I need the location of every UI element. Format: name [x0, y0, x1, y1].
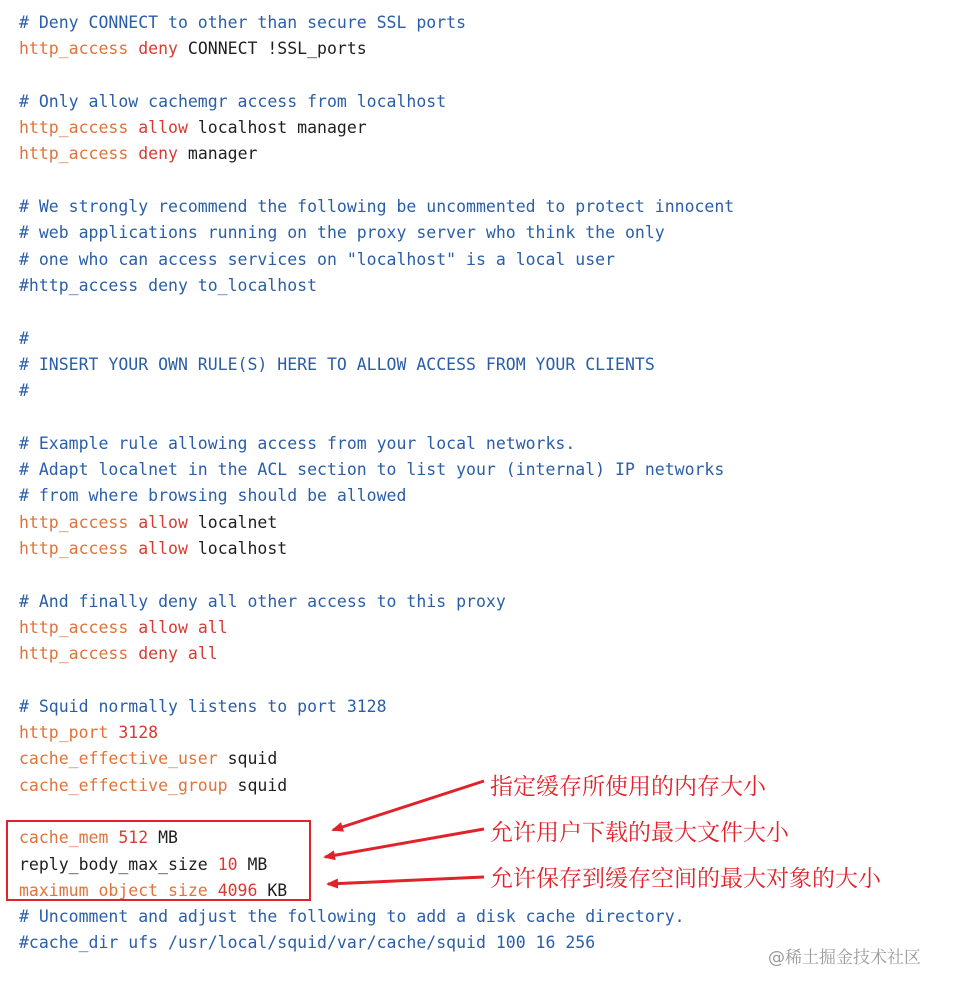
code-token: http_port [19, 723, 119, 743]
code-token: allow [138, 118, 188, 138]
annotation-max-object: 允许保存到缓存空间的最大对象的大小 [490, 866, 881, 892]
annotation-reply-body: 允许用户下载的最大文件大小 [490, 820, 789, 846]
code-token: deny all [138, 644, 218, 664]
code-token: #http_access deny to_localhost [19, 275, 318, 295]
code-token: 512 [118, 828, 149, 848]
code-token: localnet [187, 512, 278, 532]
code-token: # Deny CONNECT to other than secure SSL ports [19, 13, 467, 32]
code-token: # [19, 381, 29, 401]
code-token: deny [138, 144, 178, 164]
code-token: localhost manager [187, 118, 367, 138]
code-token: reply_body_max_size [19, 854, 218, 874]
code-token: # one who can access services on "localhost" is a local user [19, 249, 616, 269]
code-token: http_access [19, 617, 139, 637]
code-token: # Adapt localnet in the ACL section to list your (internal) IP networks [19, 460, 725, 480]
code-token: # Squid normally listens to port 3128 [19, 696, 387, 716]
code-token: allow [138, 538, 188, 558]
code-token: # Only allow cachemgr access from localhost [19, 91, 447, 111]
code-token: localhost [187, 538, 288, 558]
code-token: 4096 [217, 880, 258, 900]
code-token: CONNECT !SSL_ports [177, 39, 367, 59]
code-token: MB [237, 854, 268, 874]
code-token: squid [227, 749, 278, 769]
arrow-reply-body [325, 829, 484, 857]
watermark: @稀土掘金技术社区 [768, 948, 921, 968]
code-token: cache_effective_user [19, 749, 228, 769]
code-token: 10 [217, 854, 238, 874]
code-token: MB [148, 828, 178, 848]
code-token: # INSERT YOUR OWN RULE(S) HERE TO ALLOW ACCESS FROM YOUR CLIENTS [19, 354, 655, 374]
code-token: # from where browsing should be allowed [19, 486, 407, 506]
code-token: # And finally deny all other access to this proxy [19, 591, 506, 611]
arrow-cache-mem [333, 781, 484, 830]
code-token: manager [177, 144, 258, 164]
code-token: http_access [19, 512, 139, 532]
code-token: squid [237, 775, 288, 795]
code-token: allow [138, 512, 188, 532]
code-token: #cache_dir ufs /usr/local/squid/var/cache/squid 100 16 256 [19, 933, 596, 953]
code-token: deny [138, 39, 178, 59]
code-token: # Example rule allowing access from your local networks. [19, 433, 576, 453]
code-token: # We strongly recommend the following be uncommented to protect innocent [19, 197, 735, 217]
code-token: # Uncomment and adjust the following to add a disk cache directory. [19, 907, 685, 927]
code-token: # [19, 328, 29, 348]
code-token: http_access [19, 538, 139, 558]
code-token: cache_effective_group [19, 775, 238, 795]
code-token: http_access [19, 39, 139, 59]
code-token: http_access [19, 144, 139, 164]
annotation-cache-mem: 指定缓存所使用的内存大小 [490, 774, 766, 800]
code-token: # web applications running on the proxy server who think the only [19, 223, 665, 243]
code-token: 3128 [118, 723, 159, 743]
code-token: http_access [19, 118, 139, 138]
code-token: maximum_object_size [19, 880, 218, 900]
code-token: http_access [19, 644, 139, 664]
code-token: KB [257, 880, 288, 900]
code-token: allow all [138, 617, 228, 637]
arrow-max-object [328, 877, 484, 884]
code-token: cache_mem [19, 828, 119, 848]
